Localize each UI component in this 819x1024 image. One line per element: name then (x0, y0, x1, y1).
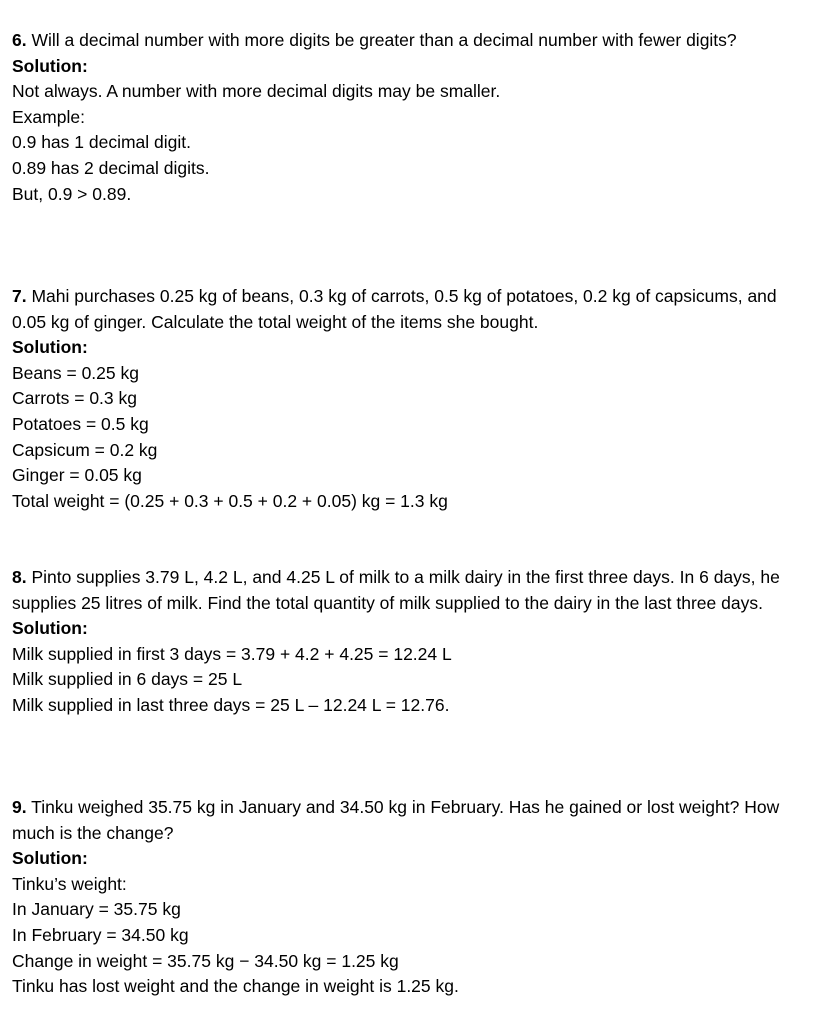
solution-label: Solution: (12, 848, 88, 869)
question-body: Mahi purchases 0.25 kg of beans, 0.3 kg of carrots, 0.5 kg of potatoes, 0.2 kg of capsicums, and 0.05 kg of ginger. Calculate the total weight of the items she bought. (12, 286, 777, 332)
solution-line: Not always. A number with more decimal digits may be smaller. (12, 81, 501, 102)
question-text (12, 565, 812, 616)
question-body: Tinku weighed 35.75 kg in January and 34.50 kg in February. Has he gained or lost weight? How much is the change? (12, 797, 780, 843)
solution-line: Milk supplied in first 3 days = 3.79 + 4.2 + 4.25 = 12.24 L (12, 643, 452, 664)
question-number: 6. (12, 30, 27, 50)
solution-label: Solution: (12, 55, 88, 76)
question-number: 8. (12, 567, 27, 587)
question-6 (12, 28, 812, 207)
solution-line: Carrots = 0.3 kg (12, 388, 137, 409)
question-8 (12, 565, 812, 719)
solution-line: In February = 34.50 kg (12, 924, 189, 945)
solution-line: Total weight = (0.25 + 0.3 + 0.5 + 0.2 + 0.05) kg = 1.3 kg (12, 490, 448, 511)
solution-label: Solution: (12, 337, 88, 358)
question-number: 7. (12, 286, 27, 306)
solution-label: Solution: (12, 618, 88, 639)
solution-line: Milk supplied in 6 days = 25 L (12, 669, 243, 690)
question-body: Will a decimal number with more digits be greater than a decimal number with fewer digits? (31, 30, 737, 50)
question-7 (12, 284, 812, 514)
question-text (12, 284, 812, 335)
question-9 (12, 795, 812, 1000)
solution-line: Change in weight = 35.75 kg − 34.50 kg = 1.25 kg (12, 950, 399, 971)
question-body: Pinto supplies 3.79 L, 4.2 L, and 4.25 L of milk to a milk dairy in the first three days. In 6 days, he supplies 25 litres of milk. Find the total quantity of milk supplied to the dairy in the last three days. (12, 567, 780, 613)
solution-line: Capsicum = 0.2 kg (12, 439, 158, 460)
solution-line: Tinku’s weight: (12, 873, 127, 894)
question-text (12, 28, 812, 54)
solution-line: 0.9 has 1 decimal digit. (12, 132, 191, 153)
question-number: 9. (12, 797, 27, 817)
solution-line: Tinku has lost weight and the change in weight is 1.25 kg. (12, 976, 459, 997)
solution-line: But, 0.9 > 0.89. (12, 183, 132, 204)
solution-line: Ginger = 0.05 kg (12, 465, 142, 486)
question-text (12, 795, 812, 846)
solution-line: Potatoes = 0.5 kg (12, 413, 149, 434)
solution-line: In January = 35.75 kg (12, 899, 181, 920)
solution-line: 0.89 has 2 decimal digits. (12, 157, 210, 178)
solution-line: Example: (12, 106, 85, 127)
solution-line: Milk supplied in last three days = 25 L – 12.24 L = 12.76. (12, 694, 450, 715)
solution-line: Beans = 0.25 kg (12, 362, 139, 383)
